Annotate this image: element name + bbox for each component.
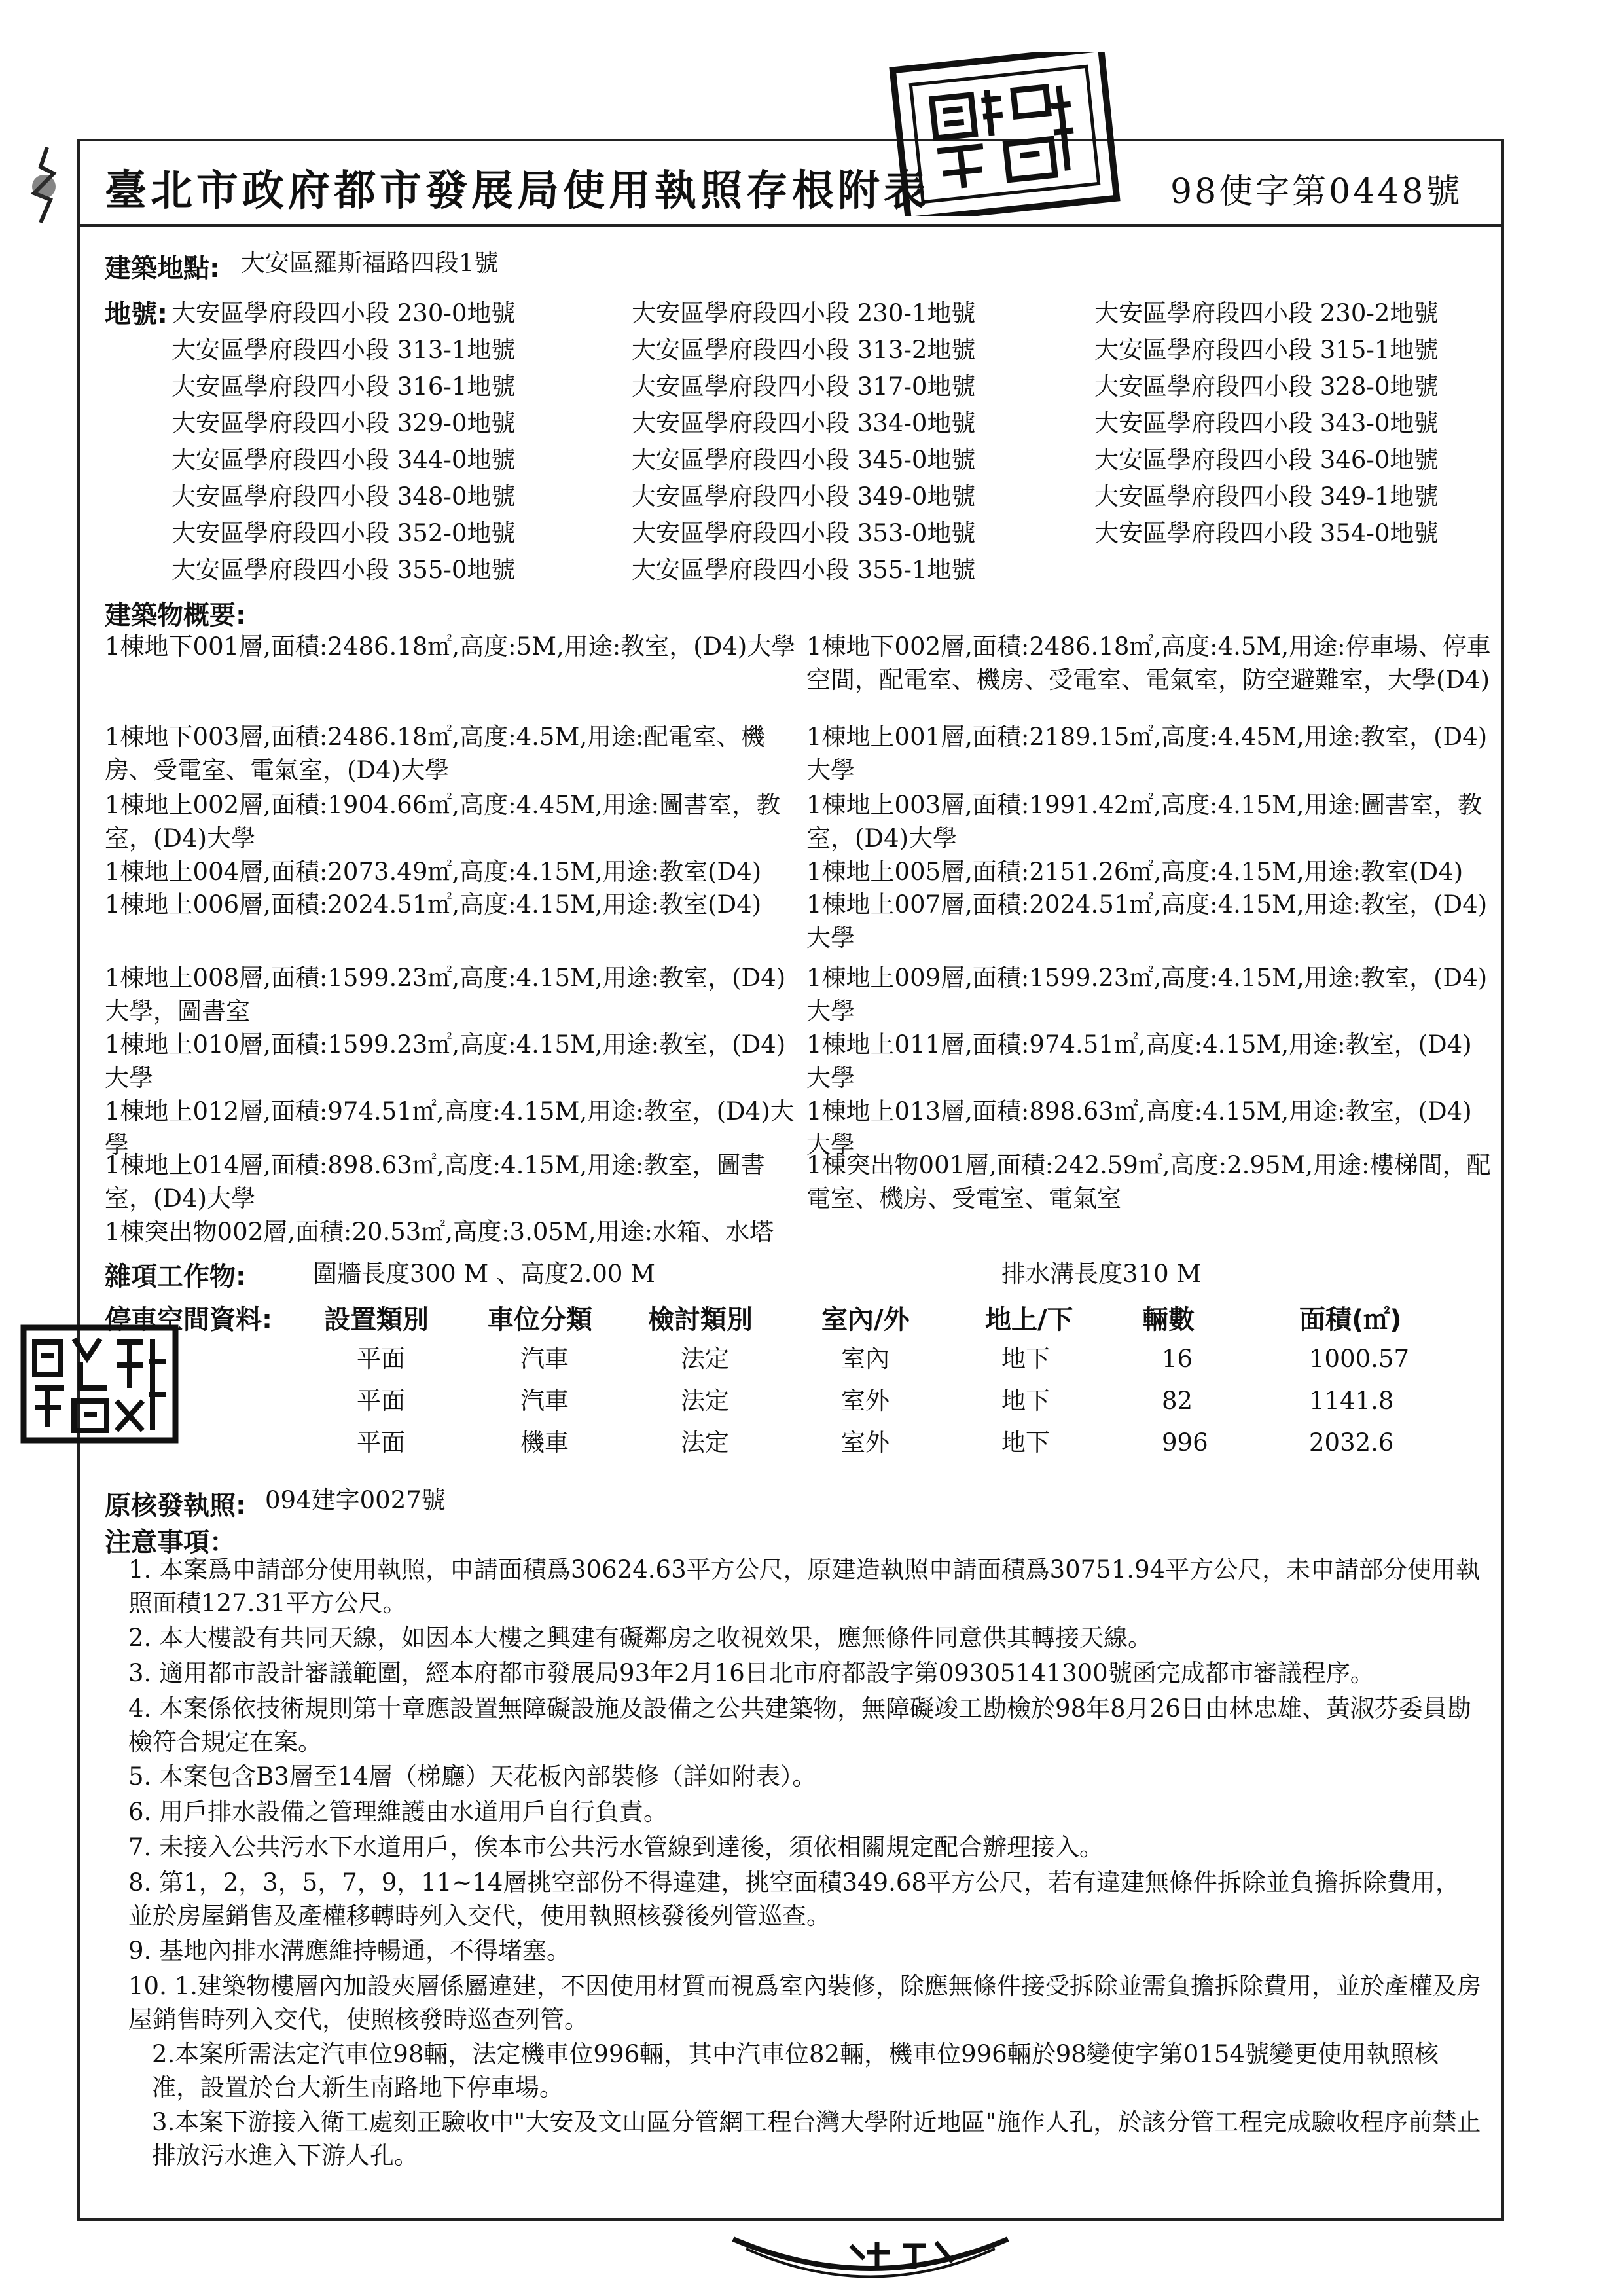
parking-header: 面積(㎡) xyxy=(1299,1305,1402,1335)
parking-cell: 室外 xyxy=(841,1429,890,1457)
parking-cell: 機車 xyxy=(520,1429,569,1457)
parking-cell: 地下 xyxy=(1001,1345,1050,1373)
parcel-item: 大安區學府段四小段 346-0地號 xyxy=(1094,446,1439,474)
parcel-item: 大安區學府段四小段 354-0地號 xyxy=(1094,519,1439,547)
permit-number: 98使字第0448號 xyxy=(1170,172,1463,211)
floor-item: 1棟突出物001層,面積:242.59㎡,高度:2.95M,用途:樓梯間，配電室、機房、受電室、電氣室 xyxy=(806,1151,1491,1212)
approval-seal-icon xyxy=(18,1322,182,1447)
site-address: 大安區羅斯福路四段1號 xyxy=(241,249,499,277)
parking-cell: 2032.6 xyxy=(1309,1429,1394,1457)
note-item: 1. 本案爲申請部分使用執照，申請面積爲30624.63平方公尺，原建造執照申請面積爲30751.94平方公尺，未申請部分使用執照面積127.31平方公尺。 xyxy=(128,1556,1481,1617)
parcel-item: 大安區學府段四小段 343-0地號 xyxy=(1094,409,1439,437)
parcel-item: 大安區學府段四小段 313-2地號 xyxy=(632,336,976,364)
note-item: 2. 本大樓設有共同天線，如因本大樓之興建有礙鄰房之收視效果，應無條件同意供其轉接天線。 xyxy=(128,1624,1153,1652)
floor-item: 1棟地上011層,面積:974.51㎡,高度:4.15M,用途:教室，(D4)大學 xyxy=(806,1030,1472,1092)
parcel-item: 大安區學府段四小段 355-0地號 xyxy=(171,556,516,584)
parking-header: 輛數 xyxy=(1142,1305,1195,1335)
floor-item: 1棟地上007層,面積:2024.51㎡,高度:4.15M,用途:教室，(D4)大學 xyxy=(806,890,1488,952)
parking-cell: 法定 xyxy=(681,1429,729,1457)
parcel-item: 大安區學府段四小段 230-0地號 xyxy=(171,299,516,327)
bottom-seal-icon xyxy=(727,2226,1015,2291)
parking-cell: 地下 xyxy=(1001,1429,1050,1457)
parcel-item: 大安區學府段四小段 349-0地號 xyxy=(632,483,976,511)
note-item: 7. 未接入公共污水下水道用戶，俟本市公共污水管線到達後，須依相關規定配合辦理接入。 xyxy=(128,1833,1104,1861)
parcel-item: 大安區學府段四小段 313-1地號 xyxy=(171,336,516,364)
parcel-item: 大安區學府段四小段 230-1地號 xyxy=(632,299,976,327)
floor-item: 1棟地上004層,面積:2073.49㎡,高度:4.15M,用途:教室(D4) xyxy=(105,858,762,886)
binding-mark-icon xyxy=(14,141,73,226)
parking-header: 檢討類別 xyxy=(648,1305,753,1335)
parcel-item: 大安區學府段四小段 352-0地號 xyxy=(171,519,516,547)
parcel-item: 大安區學府段四小段 230-2地號 xyxy=(1094,299,1439,327)
floor-item: 1棟地上014層,面積:898.63㎡,高度:4.15M,用途:教室，圖書室，(D4)大學 xyxy=(105,1151,765,1212)
parcel-item: 大安區學府段四小段 349-1地號 xyxy=(1094,483,1439,511)
site-label: 建築地點: xyxy=(105,253,220,283)
parcel-item: 大安區學府段四小段 328-0地號 xyxy=(1094,373,1439,401)
title-divider xyxy=(77,224,1504,227)
parking-cell: 16 xyxy=(1162,1345,1193,1373)
parking-cell: 82 xyxy=(1162,1387,1193,1415)
wall-length: 圍牆長度300 M 、高度2.00 M xyxy=(313,1260,656,1288)
parking-cell: 1000.57 xyxy=(1309,1345,1410,1373)
floor-item: 1棟地上005層,面積:2151.26㎡,高度:4.15M,用途:教室(D4) xyxy=(806,858,1464,886)
parcel-item: 大安區學府段四小段 316-1地號 xyxy=(171,373,516,401)
notes-label: 注意事項： xyxy=(105,1527,236,1558)
floor-item: 1棟地下003層,面積:2486.18㎡,高度:4.5M,用途:配電室、機房、受電室、電氣室，(D4)大學 xyxy=(105,723,765,784)
parking-header: 車位分類 xyxy=(488,1305,592,1335)
document-title: 臺北市政府都市發展局使用執照存根附表 xyxy=(105,166,929,215)
note-item: 6. 用戶排水設備之管理維護由水道用戶自行負責。 xyxy=(128,1798,668,1826)
parcel-item: 大安區學府段四小段 334-0地號 xyxy=(632,409,976,437)
note-item: 5. 本案包含B3層至14層（梯廳）天花板內部裝修（詳如附表）。 xyxy=(128,1762,817,1791)
note-item: 3. 適用都市設計審議範圍，經本府都市發展局93年2月16日北市府都設字第09305141300號函完成都市審議程序。 xyxy=(128,1659,1375,1687)
floor-item: 1棟地下001層,面積:2486.18㎡,高度:5M,用途:教室，(D4)大學 xyxy=(105,632,796,661)
parking-cell: 996 xyxy=(1162,1429,1208,1457)
note-item: 9. 基地內排水溝應維持暢通，不得堵塞。 xyxy=(128,1937,571,1965)
parking-cell: 平面 xyxy=(357,1429,405,1457)
floor-item: 1棟地上010層,面積:1599.23㎡,高度:4.15M,用途:教室，(D4)大學 xyxy=(105,1030,786,1092)
stamp-seal-icon xyxy=(887,52,1123,216)
note-item: 8. 第1，2，3，5，7，9，11~14層挑空部份不得違建，挑空面積349.68平方公尺，若有違建無條件拆除並負擔拆除費用，並於房屋銷售及產權移轉時列入交代，使用執照核發後列管巡查。 xyxy=(128,1868,1460,1930)
parcel-item: 大安區學府段四小段 353-0地號 xyxy=(632,519,976,547)
misc-label: 雜項工作物: xyxy=(105,1262,246,1292)
parking-label: 停車空間資料: xyxy=(105,1305,272,1335)
parcel-item: 大安區學府段四小段 315-1地號 xyxy=(1094,336,1439,364)
parcel-item: 大安區學府段四小段 355-1地號 xyxy=(632,556,976,584)
parcel-item: 大安區學府段四小段 345-0地號 xyxy=(632,446,976,474)
floor-item: 1棟地上002層,面積:1904.66㎡,高度:4.45M,用途:圖書室，教室，(D4)大學 xyxy=(105,791,781,852)
parking-cell: 法定 xyxy=(681,1387,729,1415)
note-item: 3.本案下游接入衛工處刻正驗收中"大安及文山區分管網工程台灣大學附近地區"施作人孔，於該分管工程完成驗收程序前禁止排放污水進入下游人孔。 xyxy=(152,2108,1481,2170)
floor-item: 1棟地上006層,面積:2024.51㎡,高度:4.15M,用途:教室(D4) xyxy=(105,890,762,919)
floor-item: 1棟地上001層,面積:2189.15㎡,高度:4.45M,用途:教室，(D4)大學 xyxy=(806,723,1488,784)
parking-cell: 汽車 xyxy=(520,1345,569,1373)
parcel-item: 大安區學府段四小段 329-0地號 xyxy=(171,409,516,437)
parcel-item: 大安區學府段四小段 344-0地號 xyxy=(171,446,516,474)
parking-cell: 地下 xyxy=(1001,1387,1050,1415)
parcel-item: 大安區學府段四小段 317-0地號 xyxy=(632,373,976,401)
parking-cell: 1141.8 xyxy=(1309,1387,1394,1415)
parking-header: 室內/外 xyxy=(821,1305,910,1335)
floor-item: 1棟地上008層,面積:1599.23㎡,高度:4.15M,用途:教室，(D4)大學，圖書室 xyxy=(105,964,786,1025)
parking-cell: 法定 xyxy=(681,1345,729,1373)
floor-item: 1棟地上003層,面積:1991.42㎡,高度:4.15M,用途:圖書室，教室，(D4)大學 xyxy=(806,791,1483,852)
parking-cell: 室內 xyxy=(841,1345,890,1373)
floor-item: 1棟突出物002層,面積:20.53㎡,高度:3.05M,用途:水箱、水塔 xyxy=(105,1218,774,1246)
parcels-label: 地號: xyxy=(105,299,168,329)
parking-cell: 汽車 xyxy=(520,1387,569,1415)
floor-item: 1棟地上012層,面積:974.51㎡,高度:4.15M,用途:教室，(D4)大學 xyxy=(105,1097,795,1159)
parking-cell: 室外 xyxy=(841,1387,890,1415)
floor-item: 1棟地上013層,面積:898.63㎡,高度:4.15M,用途:教室，(D4)大學 xyxy=(806,1097,1472,1159)
note-item: 2.本案所需法定汽車位98輛，法定機車位996輛，其中汽車位82輛，機車位996輛於98變使字第0154號變更使用執照核准，設置於台大新生南路地下停車場。 xyxy=(152,2040,1439,2102)
overview-label: 建築物概要: xyxy=(105,600,246,630)
original-permit-label: 原核發執照: xyxy=(105,1491,246,1521)
parking-cell: 平面 xyxy=(357,1387,405,1415)
drain-length: 排水溝長度310 M xyxy=(1001,1260,1202,1288)
floor-item: 1棟地上009層,面積:1599.23㎡,高度:4.15M,用途:教室，(D4)大學 xyxy=(806,964,1488,1025)
note-item: 4. 本案係依技術規則第十章應設置無障礙設施及設備之公共建築物，無障礙竣工勘檢於98年8月26日由林忠雄、黃淑芬委員勘檢符合規定在案。 xyxy=(128,1694,1471,1756)
note-item: 10. 1.建築物樓層內加設夾層係屬違建，不因使用材質而視爲室內裝修，除應無條件接受拆除並需負擔拆除費用，並於產權及房屋銷售時列入交代，使照核發時巡查列管。 xyxy=(128,1972,1481,2033)
floor-item: 1棟地下002層,面積:2486.18㎡,高度:4.5M,用途:停車場、停車空間，配電室、機房、受電室、電氣室，防空避難室，大學(D4) xyxy=(806,632,1491,694)
original-permit-value: 094建字0027號 xyxy=(265,1486,446,1514)
parking-header: 設置類別 xyxy=(324,1305,429,1335)
parcel-item: 大安區學府段四小段 348-0地號 xyxy=(171,483,516,511)
parking-cell: 平面 xyxy=(357,1345,405,1373)
parking-header: 地上/下 xyxy=(985,1305,1073,1335)
